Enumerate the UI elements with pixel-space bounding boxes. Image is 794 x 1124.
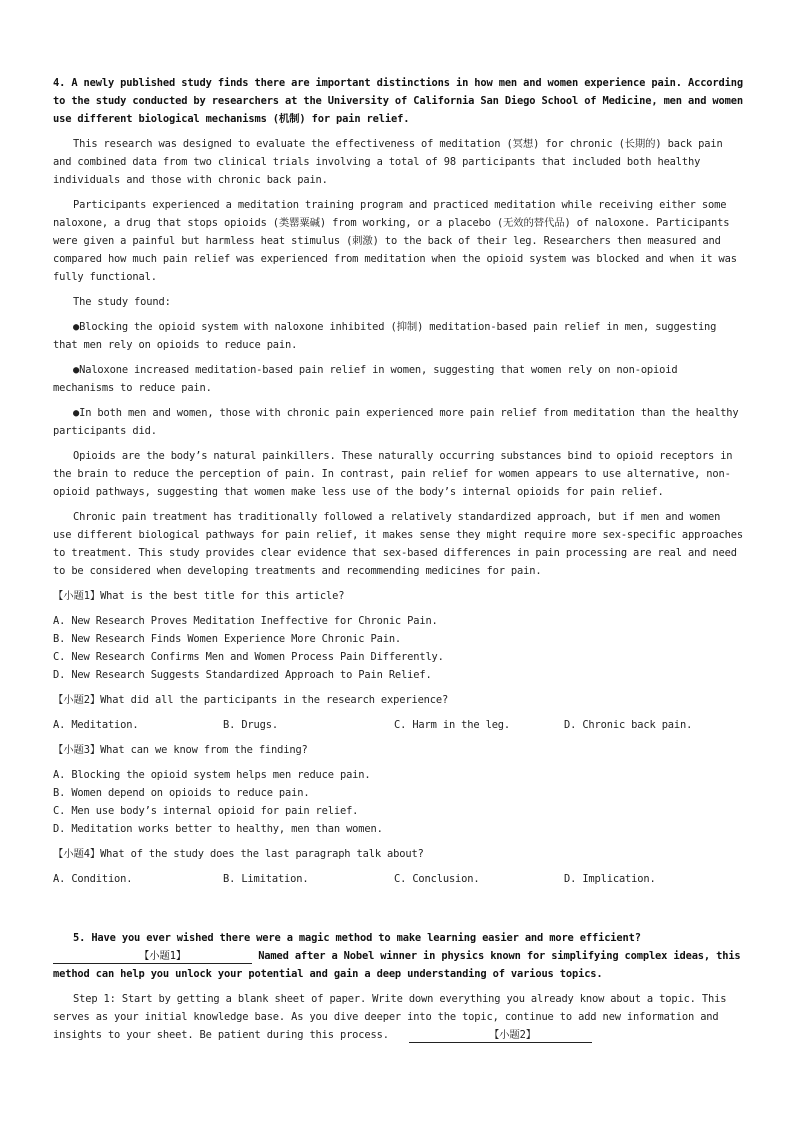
option-a[interactable]: A. New Research Proves Meditation Ineffective for Chronic Pain. xyxy=(53,615,438,627)
q4-intro: 4. A newly published study finds there are important distinctions in how men and women experience pain. According to the study conducted by researchers at the University of California San Diego School of Medicine, men and women use different biological mechanisms (机制) for pain relief. xyxy=(53,77,743,125)
blank-2-label: 【小题2】 xyxy=(488,1029,537,1041)
q5-intro-text-2: Named after a Nobel winner in physics known for simplifying complex ideas, this method can help you unlock your potential and gain a deep understanding of various topics. xyxy=(53,950,741,980)
blank-2[interactable] xyxy=(409,1028,592,1043)
option-d[interactable]: D. New Research Suggests Standardized Approach to Pain Relief. xyxy=(53,669,432,681)
section-gap xyxy=(53,895,743,929)
option-c[interactable]: C. Men use body’s internal opioid for pain relief. xyxy=(53,805,359,817)
step-1-text: Step 1: Start by getting a blank sheet of paper. Write down everything you already know about a topic. This serves as your initial knowledge base. As you dive deeper into the topic, continue to add new information and insights to your sheet. Be patient during this process. xyxy=(53,993,727,1041)
option-a[interactable]: A. Meditation. xyxy=(53,719,139,731)
option-c[interactable]: C. New Research Confirms Men and Women Process Pain Differently. xyxy=(53,651,444,663)
question-3-stem: 【小题3】What can we know from the finding? xyxy=(53,744,308,756)
option-d[interactable]: D. Chronic back pain. xyxy=(564,719,693,731)
finding-bullet-2: ●Naloxone increased meditation-based pain relief in women, suggesting that women rely on non-opioid mechanisms to reduce pain. xyxy=(53,364,678,394)
question-1-options xyxy=(53,612,743,684)
option-b[interactable]: B. Drugs. xyxy=(223,719,278,731)
option-a[interactable]: A. Condition. xyxy=(53,873,133,885)
step-1 xyxy=(53,990,743,1044)
blank-1-label: 【小题1】 xyxy=(139,950,187,962)
question-4-options xyxy=(53,870,743,888)
option-a[interactable]: A. Blocking the opioid system helps men reduce pain. xyxy=(53,769,371,781)
option-c[interactable]: C. Conclusion. xyxy=(394,873,480,885)
paragraph-4: Opioids are the body’s natural painkillers. These naturally occurring substances bind to opioid receptors in the brain to reduce the perception of pain. In contrast, pain relief for women appears to use alternative, non-opioid pathways, suggesting that women make less use of the body’s internal opioids for pain relief. xyxy=(53,450,733,498)
document-page xyxy=(53,74,743,1051)
finding-bullet-3: ●In both men and women, those with chronic pain experienced more pain relief from meditation than the healthy participants did. xyxy=(53,407,739,437)
question-2-options xyxy=(53,716,743,734)
question-4-stem: 【小题4】What of the study does the last paragraph talk about? xyxy=(53,848,424,860)
question-3-options xyxy=(53,766,743,838)
question-2-stem: 【小题2】What did all the participants in the research experience? xyxy=(53,694,449,706)
option-b[interactable]: B. Women depend on opioids to reduce pain. xyxy=(53,787,310,799)
finding-bullet-1: ●Blocking the opioid system with naloxone inhibited (抑制) meditation-based pain relief in men, suggesting that men rely on opioids to reduce pain. xyxy=(53,321,717,351)
paragraph-3: The study found: xyxy=(73,296,171,308)
option-c[interactable]: C. Harm in the leg. xyxy=(394,719,511,731)
blank-1[interactable] xyxy=(53,949,252,964)
option-b[interactable]: B. New Research Finds Women Experience More Chronic Pain. xyxy=(53,633,402,645)
paragraph-2: Participants experienced a meditation training program and practiced meditation while receiving either some naloxone, a drug that stops opioids (类罂粟碱) from working, or a placebo (无效的替代品) of naloxone. Participants were given a painful but harmless heat stimulus (刺激) to the back of their leg. Researchers then measured and compared how much pain relief was experienced from meditation when the opioid system was blocked and when it was fully functional. xyxy=(53,199,737,283)
option-d[interactable]: D. Meditation works better to healthy, men than women. xyxy=(53,823,383,835)
question-1-stem: 【小题1】What is the best title for this article? xyxy=(53,590,345,602)
option-b[interactable]: B. Limitation. xyxy=(223,873,309,885)
paragraph-5: Chronic pain treatment has traditionally followed a relatively standardized approach, but if men and women use different biological pathways for pain relief, it makes sense they might require more sex-specific approaches to treatment. This study provides clear evidence that sex-based differences in pain processing are real and need to be considered when developing treatments and recommending medicines for pain. xyxy=(53,511,743,577)
paragraph-1: This research was designed to evaluate the effectiveness of meditation (冥想) for chronic (长期的) back pain and combined data from two clinical trials involving a total of 98 participants that included both healthy individuals and those with chronic back pain. xyxy=(53,138,723,186)
q5-intro xyxy=(53,929,743,983)
option-d[interactable]: D. Implication. xyxy=(564,873,656,885)
q5-intro-text: 5. Have you ever wished there were a magic method to make learning easier and more efficient? xyxy=(73,932,641,944)
